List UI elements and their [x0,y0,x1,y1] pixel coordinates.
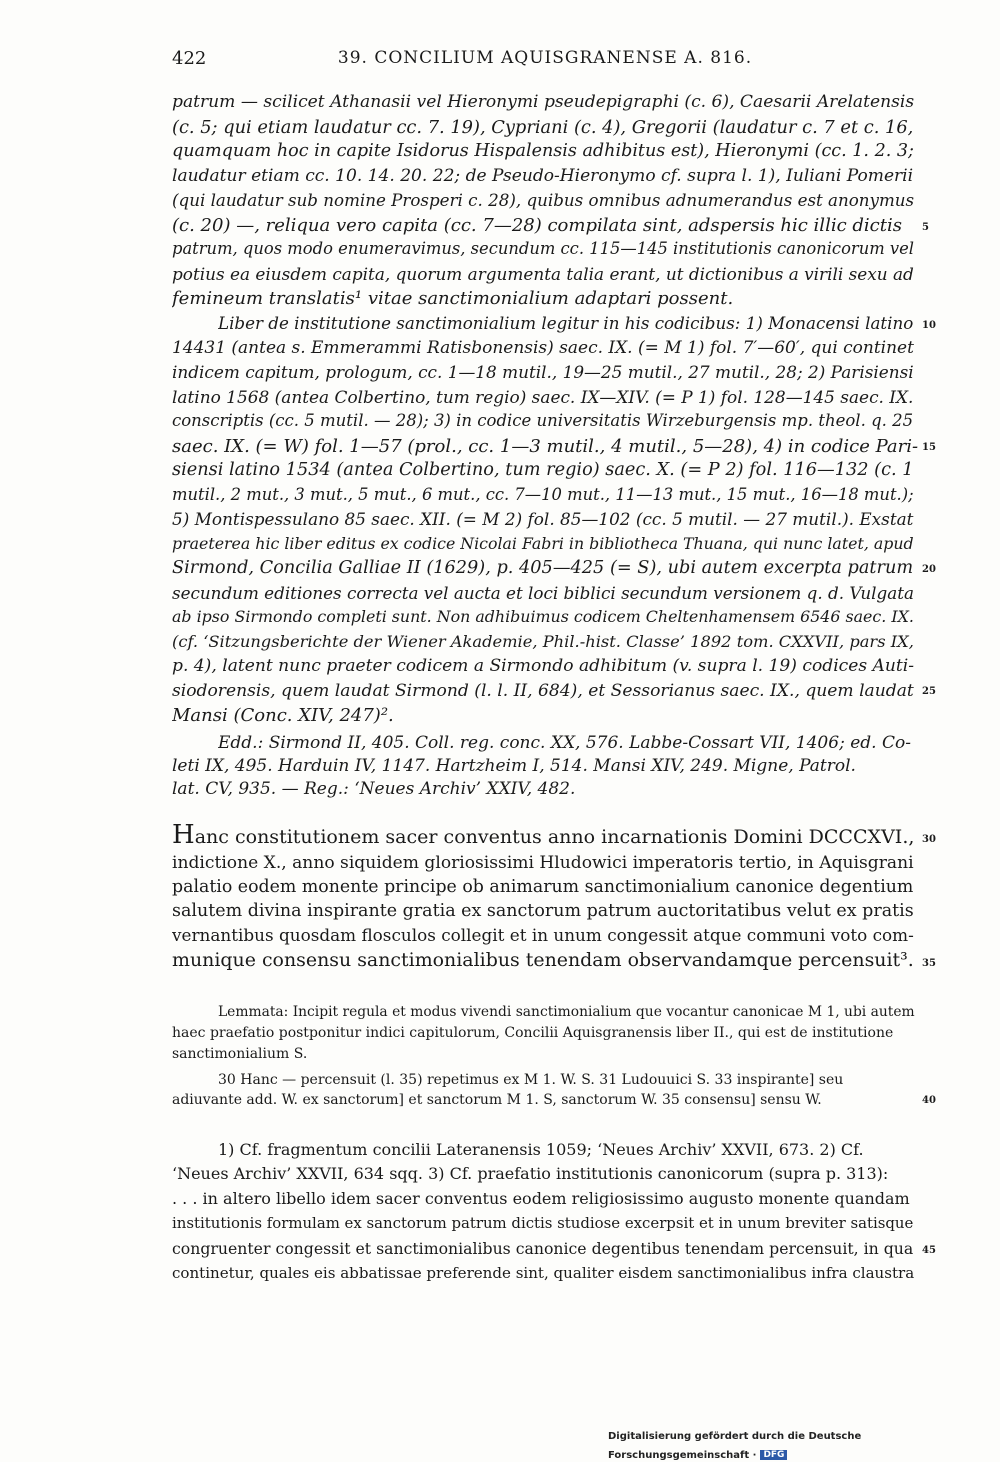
codices-line: latino 1568 (antea Colbertino, tum regio) saec. IX—XIV. (= P 1) fol. 128—145 saec. IX. [172,387,914,407]
drop-cap: H [172,822,195,848]
page-number: 422 [172,48,207,69]
margin-line-number: 30 [922,834,936,845]
codices-line: 5) Montispessulano 85 saec. XII. (= M 2) fol. 85—102 (cc. 5 mutil. — 27 mutil.). Exstat [172,509,914,529]
apparatus-line: Lemmata: Incipit regula et modus vivendi sanctimonialium que vocantur canonicae M 1, ubi autem [218,1004,915,1020]
footnote-line: 1) Cf. fragmentum concilii Lateranensis 1059; ‘Neues Archiv’ XXVII, 673. 2) Cf. [218,1140,864,1159]
footnote-line: ‘Neues Archiv’ XXVII, 634 sqq. 3) Cf. praefatio institutionis canonicorum (supra p. 313): [172,1164,889,1183]
codices-line: praeterea hic liber editus ex codice Nicolai Fabri in bibliotheca Thuana, qui nunc latet, apud [172,534,914,553]
editions-line: lat. CV, 935. — Reg.: ‘Neues Archiv’ XXIV, 482. [172,779,576,799]
intro-line: quamquam hoc in capite Isidorus Hispalensis adhibitus est), Hieronymi (cc. 1. 2. 3; [172,141,914,161]
footnote-line: institutionis formulam ex sanctorum patrum dictis studiose excerpsit et in unum breviter satisque [172,1214,914,1232]
codices-line: saec. IX. (= W) fol. 1—57 (prol., cc. 1—3 mutil., 4 mutil., 5—28), 4) in codice Pari- [172,436,918,457]
apparatus-line: haec praefatio postponitur indici capitulorum, Concilii Aquisgranensis liber II., qui est de institutione [172,1025,894,1041]
apparatus-line: 30 Hanc — percensuit (l. 35) repetimus ex M 1. W. S. 31 Ludouuici S. 33 inspirante] seu [218,1072,844,1088]
footnote-line: continetur, quales eis abbatissae preferende sint, qualiter eisdem sanctimonialibus infra claustra [172,1264,915,1282]
main-text-line: indictione X., anno siquidem gloriosissimi Hludowici imperatoris tertio, in Aquisgrani [172,853,914,873]
editions-line: Edd.: Sirmond II, 405. Coll. reg. conc. XX, 576. Labbe-Cossart VII, 1406; ed. Co- [218,733,911,753]
dfg-logo: DFG [760,1450,787,1460]
margin-line-number: 45 [922,1245,936,1256]
margin-line-number: 40 [922,1095,936,1106]
main-text-line: salutem divina inspirante gratia ex sanctorum patrum auctoritatibus velut ex pratis [172,901,914,921]
apparatus-line: sanctimonialium S. [172,1046,308,1062]
codices-line: mutil., 2 mut., 3 mut., 5 mut., 6 mut., cc. 7—10 mut., 11—13 mut., 15 mut., 16—18 mut.); [172,485,914,504]
codices-line: Liber de institutione sanctimonialium legitur in his codicibus: 1) Monacensi latino [218,313,914,333]
intro-line: potius ea eiusdem capita, quorum argumenta talia erant, ut dictionibus a virili sexu ad [172,264,914,284]
codices-line: conscriptis (cc. 5 mutil. — 28); 3) in codice universitatis Wirzeburgensis mp. theol. q. 25 [172,411,914,430]
funding-footer [608,1424,1000,1461]
intro-line: (qui laudatur sub nomine Prosperi c. 28), quibus omnibus adnumerandus est anonymus [172,190,915,210]
main-text-line: vernantibus quosdam flosculos collegit et in unum congessit atque communi voto com- [172,925,914,945]
codices-line: Mansi (Conc. XIV, 247)². [172,705,394,726]
codices-line: ab ipso Sirmondo completi sunt. Non adhibuimus codicem Cheltenhamensem 6546 saec. IX. [172,607,914,626]
margin-line-number: 35 [922,958,936,969]
footnote-line: . . . in altero libello idem sacer conventus eodem religiosissimo augusto monente quandam [172,1189,910,1208]
codices-line: (cf. ‘Sitzungsberichte der Wiener Akademie, Phil.-hist. Classe’ 1892 tom. CXXVII, pars IX, [172,632,914,651]
codices-line: Sirmond, Concilia Galliae II (1629), p. 405—425 (= S), ubi autem excerpta patrum [172,558,914,578]
intro-line: femineum translatis¹ vitae sanctimonialium adaptari possent. [172,288,734,309]
codices-line: siodorensis, quem laudat Sirmond (l. l. II, 684), et Sessorianus saec. IX., quem laudat [172,681,914,701]
margin-line-number: 15 [922,442,936,453]
margin-line-number: 20 [922,564,936,575]
apparatus-line: adiuvante add. W. ex sanctorum] et sanctorum M 1. S, sanctorum W. 35 consensu] sensu W. [172,1092,822,1108]
intro-line: laudatur etiam cc. 10. 14. 20. 22; de Pseudo-Hieronymo cf. supra l. 1), Iuliani Pomerii [172,166,914,186]
codices-line: secundum editiones correcta vel aucta et loci biblici secundum versionem q. d. Vulgata [172,583,914,603]
main-text-line: Hanc constitutionem sacer conventus anno incarnationis Domini DCCCXVI., [172,822,915,848]
codices-line: p. 4), latent nunc praeter codicem a Sirmondo adhibitum (v. supra l. 19) codices Auti- [172,656,915,676]
main-text-line: palatio eodem monente principe ob animarum sanctimonialium canonice degentium [172,877,914,897]
running-title: 39. CONCILIUM AQUISGRANENSE A. 816. [337,48,753,68]
intro-line: patrum — scilicet Athanasii vel Hieronymi pseudepigraphi (c. 6), Caesarii Arelatensis [172,92,915,112]
footnote-line: congruenter congessit et sanctimonialibus canonice degentibus tenendam percensuit, in qua [172,1239,914,1258]
footer-text: Digitalisierung gefördert durch die Deutsche Forschungsgemeinschaft · [608,1431,862,1461]
codices-line: 14431 (antea s. Emmerammi Ratisbonensis) saec. IX. (= M 1) fol. 7′—60′, qui continet [172,338,914,358]
margin-line-number: 25 [922,686,936,697]
codices-line: siensi latino 1534 (antea Colbertino, tum regio) saec. X. (= P 2) fol. 116—132 (c. 1 [172,460,914,480]
intro-line: (c. 20) —, reliqua vero capita (cc. 7—28) compilata sint, adspersis hic illic dictis [172,215,902,236]
margin-line-number: 5 [922,222,929,233]
codices-line: indicem capitum, prologum, cc. 1—18 mutil., 19—25 mutil., 27 mutil., 28; 2) Parisiensi [172,362,914,382]
editions-line: leti IX, 495. Harduin IV, 1147. Hartzheim I, 514. Mansi XIV, 249. Migne, Patrol. [172,756,856,776]
main-text-line: munique consensu sanctimonialibus tenendam observandamque percensuit³. [172,949,914,971]
margin-line-number: 10 [922,320,936,331]
intro-line: patrum, quos modo enumeravimus, secundum cc. 115—145 institutionis canonicorum vel [172,239,914,258]
intro-line: (c. 5; qui etiam laudatur cc. 7. 19), Cypriani (c. 4), Gregorii (laudatur c. 7 et c. 16, [172,117,914,138]
page-header [172,48,918,74]
